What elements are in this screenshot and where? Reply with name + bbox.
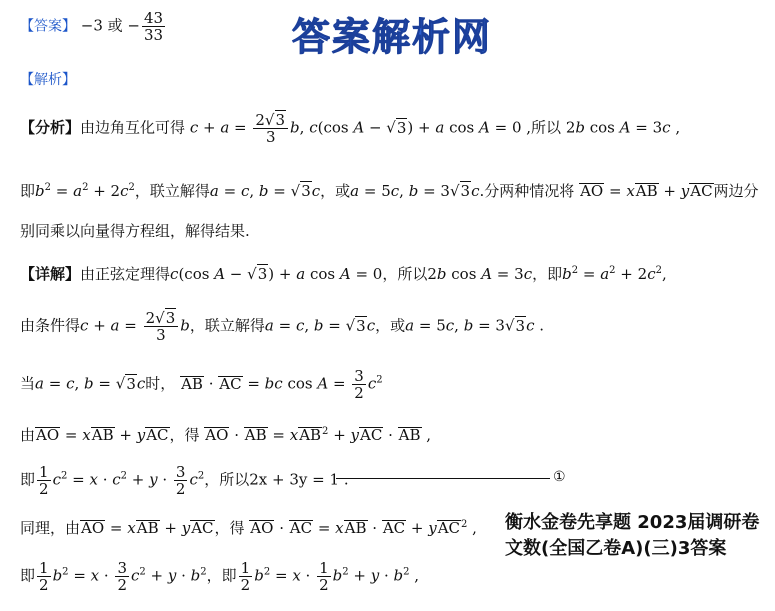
xiangjie-line-4: 由AO = xAB + yAC，得 AO · AB = xAB$^2$ + yAC · AB ,	[20, 426, 432, 444]
analysis-label: 【解析】	[20, 72, 76, 88]
fenxi-line-1: 【分析】由边角互化可得 c + a = $\frac{2√3}{3}$ b, c(cos A − √3) + a cos A = 0 ,所以 2b cos A = 3c ,	[20, 111, 681, 146]
xiangjie-line-1: 【详解】由正弦定理得c(cos A − √3) + a cos A = 0，所以2b cos A = 3c，即$b^2 = a^2 + 2c^2$,	[20, 265, 667, 283]
answer-blank-line	[336, 478, 550, 479]
xiangjie-line-6: 同理，由AO = xAB + yAC，得 AO · AC = xAB · AC + yAC$^2$ ,	[20, 519, 477, 537]
answer-fraction: $\frac{43}{33}$	[144, 9, 164, 44]
answer-value: −3 或 −	[80, 16, 140, 35]
answer-line	[20, 10, 167, 43]
fenxi-label: 【分析】	[20, 118, 81, 137]
page-title: 答案解析网	[292, 15, 493, 59]
fenxi-line-2: 即$b^2 = a^2 + 2c^2$，联立解得a = c, b = √3c，或a = 5c, b = 3√3c.分两种情况将 AO = xAB + yAC两边分	[20, 182, 759, 200]
xiangjie-line-2: 由条件得c + a = $\frac{2√3}{3}$ b，联立解得a = c, b = √3c，或a = 5c, b = 3√3c .	[20, 309, 545, 344]
equation-marker: ①	[553, 469, 566, 485]
xiangjie-label: 【详解】	[20, 265, 81, 283]
xiangjie-line-7: 即 $\frac{1}{2}$ $b^2 = x$ · $\frac{3}{2}$ $c^2 + y \cdot b^2$，即 $\frac{1}{2}$ $b^2 = x$ · $\frac{1}{2}$ $b^2 + y \cdot b^2$ ,	[20, 559, 420, 594]
watermark-caption: 衡水金卷先享题 2023届调研卷 文数(全国乙卷A)(三)3答案	[505, 512, 760, 559]
xiangjie-line-3: 当a = c, b = √3c时， AB · AC = bc cos A = $\frac{3}{2}$ $c^2$	[20, 367, 383, 402]
xiangjie-line-5: 即 $\frac{1}{2}$ $c^2 = x \cdot c^2 + y$ · $\frac{3}{2}$ $c^2$，所以2x + 3y = 1 .	[20, 463, 349, 498]
answer-label: 【答案】	[20, 18, 76, 35]
fenxi-line-3: 别同乘以向量得方程组，解得结果.	[20, 222, 250, 240]
